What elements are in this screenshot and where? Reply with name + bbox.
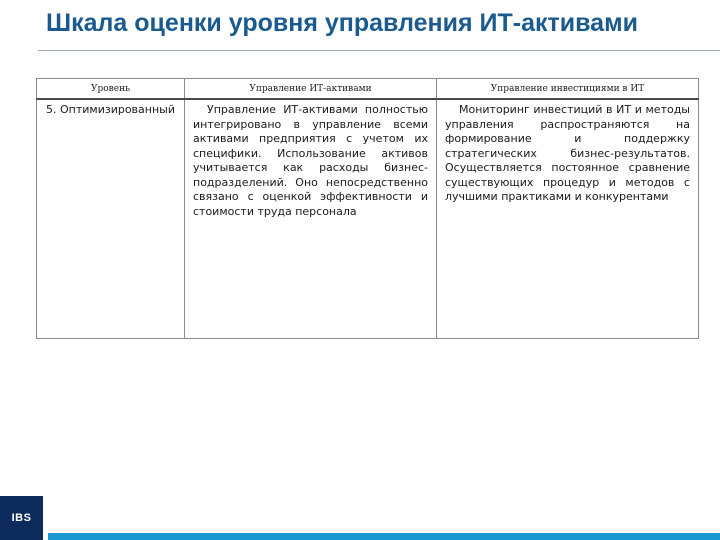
maturity-table — [36, 78, 699, 339]
logo-text: IBS — [11, 512, 32, 524]
company-logo — [0, 496, 43, 540]
header-investment-management: Управление инвестициями в ИТ — [437, 79, 699, 100]
slide-title: Шкала оценки уровня управления ИТ-активами — [46, 9, 638, 37]
cell-level: 5. Оптимизированный — [37, 99, 185, 339]
cell-investment-management: Мониторинг инвестиций в ИТ и методы управления распространяются на формирование и поддержку стратегических бизнес-результатов. Осуществляется постоянное сравнение существующих процедур и методов с лучшими практиками и конкурентами — [437, 99, 699, 339]
cell-asset-management: Управление ИТ-активами полностью интегрировано в управление всеми активами предприятия с учетом их специфики. Использование активов учитывается как расходы бизнес-подразделений. Оно непосредственно связано с оценкой эффективности и стоимости труда персонала — [185, 99, 437, 339]
header-level: Уровень — [37, 79, 185, 100]
header-asset-management: Управление ИТ-активами — [185, 79, 437, 100]
footer-bar — [48, 533, 720, 540]
table-row — [37, 99, 699, 339]
title-divider — [38, 50, 720, 51]
table-header-row — [37, 79, 699, 100]
